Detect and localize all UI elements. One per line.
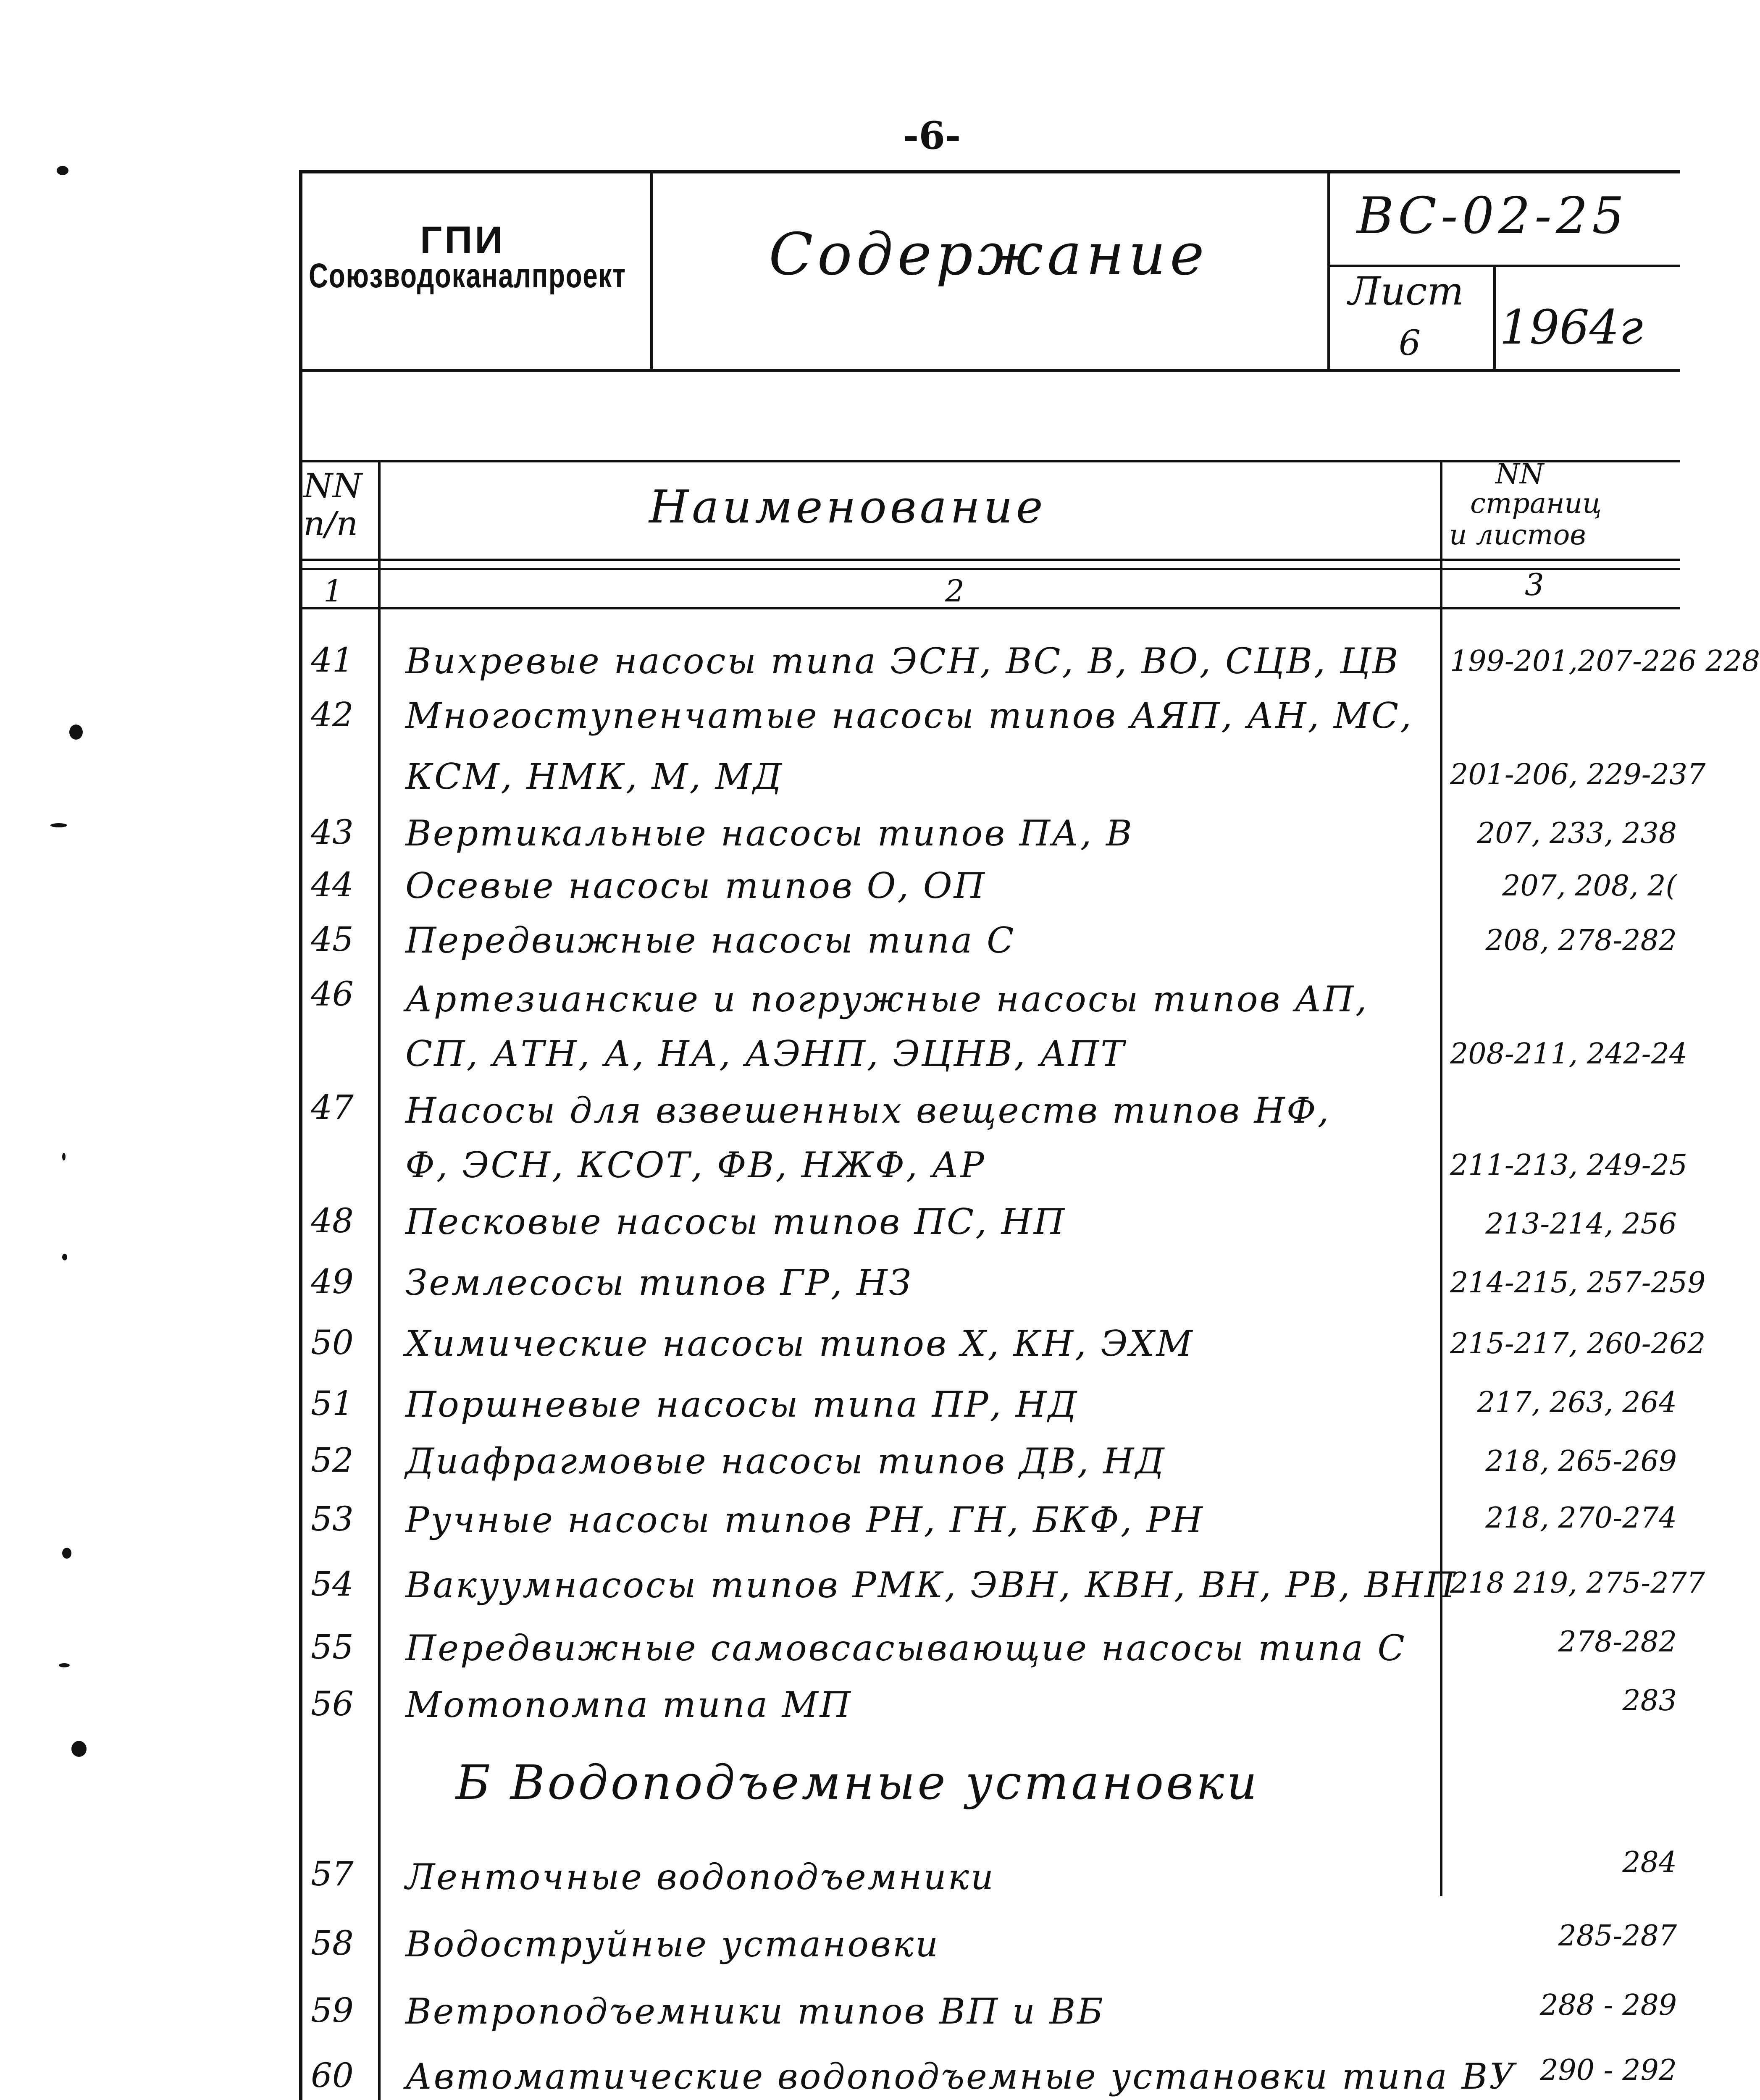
row-number: 49 [311, 1262, 354, 1301]
row-number: 50 [311, 1323, 354, 1362]
column-number: 3 [1525, 567, 1544, 602]
row-title: Химические насосы типов Х, КН, ЭХМ [405, 1323, 1194, 1364]
row-pages: 199-201,207-226 228 [1450, 645, 1760, 678]
row-title: Артезианские и погружные насосы типов АП, [405, 979, 1369, 1020]
row-pages: 213-214, 256 [1485, 1208, 1677, 1241]
row-pages: 217, 263, 264 [1477, 1386, 1677, 1419]
row-title: Вакуумнасосы типов РМК, ЭВН, КВН, ВН, РВ, ВНП [405, 1564, 1457, 1606]
org-name: ГПИ [420, 219, 505, 262]
row-pages: 218, 265-269 [1485, 1445, 1677, 1478]
row-title: Вихревые насосы типа ЭСН, ВС, В, ВО, СЦВ, ЦВ [405, 640, 1400, 682]
row-number: 44 [311, 865, 354, 904]
row-pages: 278-282 [1558, 1625, 1677, 1659]
row-pages: 218, 270-274 [1485, 1502, 1677, 1535]
num-header-line2: п/п [303, 504, 358, 543]
scan-mark [62, 1153, 66, 1160]
row-title: Автоматические водоподъемные установки типа ВУ [405, 2056, 1516, 2097]
row-title: Диафрагмовые насосы типов ДВ, НД [405, 1441, 1166, 1482]
pages-header-line3: и листов [1449, 519, 1586, 551]
row-title: Передвижные насосы типа С [405, 920, 1016, 961]
row-title: Насосы для взвешенных веществ типов НФ, [405, 1090, 1331, 1131]
row-pages: 211-213, 249-25 [1450, 1149, 1688, 1182]
document-code: ВС-02-25 [1357, 187, 1629, 245]
row-number: 43 [311, 813, 354, 852]
row-number: 45 [311, 920, 354, 959]
scan-mark [71, 1741, 87, 1757]
document-title: Содержание [769, 220, 1208, 288]
row-title: Ленточные водоподъемники [405, 1856, 995, 1898]
pages-header-line1: NN [1495, 458, 1544, 490]
scan-mark [69, 724, 83, 740]
row-pages: 208, 278-282 [1485, 924, 1677, 957]
row-title: Осевые насосы типов О, ОП [405, 865, 986, 906]
row-pages: 207, 233, 238 [1477, 817, 1677, 850]
row-pages: 285-287 [1558, 1919, 1677, 1953]
row-number: 56 [311, 1684, 354, 1723]
row-title: Землесосы типов ГР, НЗ [405, 1262, 913, 1303]
row-number: 59 [311, 1991, 354, 2030]
row-pages: 214-215, 257-259 [1450, 1266, 1706, 1299]
row-number: 54 [311, 1564, 354, 1604]
row-title-continued: Ф, ЭСН, КСОТ, ФВ, НЖФ, АР [405, 1144, 986, 1186]
row-title: Ручные насосы типов РН, ГН, БКФ, РН [405, 1499, 1204, 1541]
row-pages: 290 - 292 [1540, 2054, 1677, 2087]
scan-mark [50, 823, 67, 827]
section-title: Б Водоподъемные установки [456, 1756, 1260, 1810]
row-pages: 284 [1622, 1846, 1677, 1879]
row-number: 51 [311, 1384, 354, 1423]
row-number: 46 [311, 974, 354, 1013]
row-pages: 218 219, 275-277 [1450, 1567, 1705, 1600]
num-header-line1: NN [303, 466, 362, 505]
row-number: 60 [311, 2056, 354, 2095]
row-title: Поршневые насосы типа ПР, НД [405, 1384, 1079, 1425]
name-header: Наименование [649, 481, 1046, 533]
row-number: 53 [311, 1499, 354, 1538]
row-pages: 215-217, 260-262 [1450, 1327, 1706, 1360]
sheet-label: Лист [1348, 269, 1464, 314]
org-full-name: Союзводоканалпроект [309, 257, 626, 295]
row-title: Водоструйные установки [405, 1924, 940, 1965]
row-title: Многоступенчатые насосы типов АЯП, АН, МС, [405, 695, 1413, 736]
row-number: 52 [311, 1441, 354, 1480]
column-number: 2 [945, 573, 964, 609]
row-pages: 201-206, 229-237 [1450, 758, 1706, 791]
row-pages: 283 [1622, 1684, 1677, 1717]
column-number: 1 [323, 573, 343, 609]
row-pages: 208-211, 242-24 [1450, 1037, 1688, 1071]
row-number: 47 [311, 1088, 354, 1127]
row-title: Вертикальные насосы типов ПА, В [405, 813, 1134, 854]
row-title: Мотопомпа типа МП [405, 1684, 852, 1725]
row-number: 58 [311, 1924, 354, 1963]
scan-mark [57, 166, 68, 175]
row-number: 48 [311, 1201, 354, 1240]
scan-mark [59, 1663, 70, 1667]
row-number: 42 [311, 695, 354, 734]
page-number: -6- [903, 113, 961, 158]
row-title: Песковые насосы типов ПС, НП [405, 1201, 1067, 1242]
scan-mark [62, 1548, 71, 1559]
year: 1964г [1500, 300, 1643, 355]
row-title: Ветроподъемники типов ВП и ВБ [405, 1991, 1105, 2032]
row-title: Передвижные самовсасывающие насосы типа С [405, 1628, 1406, 1669]
row-pages: 288 - 289 [1540, 1989, 1677, 2022]
row-number: 41 [311, 640, 354, 680]
row-title-continued: КСМ, НМК, М, МД [405, 756, 784, 797]
scan-mark [62, 1254, 67, 1260]
row-number: 57 [311, 1854, 354, 1893]
row-title-continued: СП, АТН, А, НА, АЭНП, ЭЦНВ, АПТ [405, 1033, 1126, 1074]
sheet-number: 6 [1399, 323, 1421, 363]
row-number: 55 [311, 1628, 354, 1667]
row-pages: 207, 208, 2( [1502, 869, 1677, 903]
pages-header-line2: страниц [1470, 487, 1602, 520]
